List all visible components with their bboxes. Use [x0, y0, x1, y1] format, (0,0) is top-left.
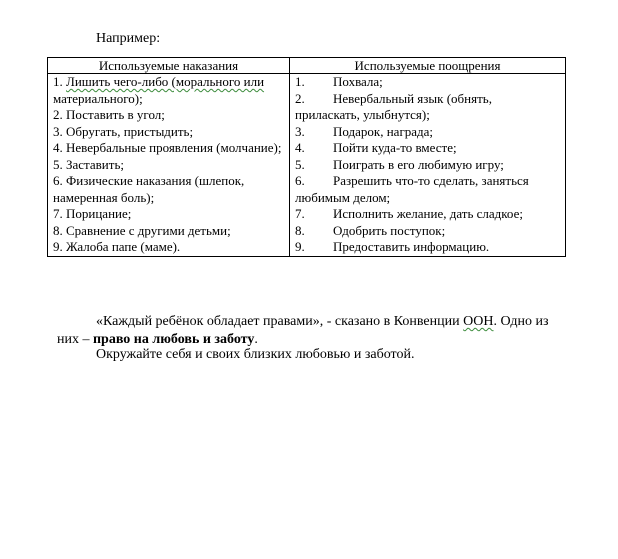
convention-paragraph: [57, 313, 567, 349]
intro-text: Например:: [96, 31, 161, 46]
header-punishments: Используемые наказания: [48, 58, 290, 74]
reward-number: 5.: [295, 156, 305, 172]
reward-text: Разрешить что-то сделать, заняться любимым делом;: [295, 173, 529, 205]
rewards-cell: [290, 74, 566, 257]
punishment-item: 5. Заставить;: [53, 156, 124, 172]
punishment-number: 1.: [53, 74, 66, 89]
closing-paragraph: Окружайте себя и своих близких любовью и заботой.: [96, 347, 415, 362]
reward-number: 9.: [295, 239, 305, 254]
table-body-row: [48, 74, 566, 257]
reward-item: [295, 124, 560, 141]
paragraph-text: .: [254, 332, 258, 347]
reward-item: [295, 206, 560, 223]
bold-right-text: право на любовь и заботу: [92, 332, 255, 347]
punishment-item: 2. Поставить в угол;: [53, 107, 165, 122]
reward-text: Исполнить желание, дать сладкое;: [333, 206, 523, 221]
punishment-item: 7. Порицание;: [53, 206, 132, 221]
punishment-item: 3. Обругать, пристыдить;: [53, 123, 194, 139]
paragraph-text: «Каждый ребёнок обладает правами», - сказано в Конвенции: [96, 314, 464, 329]
punishment-item: 8. Сравнение с другими детьми;: [53, 222, 231, 238]
reward-number: 6.: [295, 173, 305, 188]
reward-item: [295, 140, 560, 157]
punishment-item: 9. Жалоба папе (маме).: [53, 239, 181, 254]
reward-item: [295, 223, 560, 240]
reward-number: 8.: [295, 222, 305, 238]
reward-text: Одобрить поступок;: [333, 222, 446, 238]
paragraph-text: . Одно из них –: [57, 314, 549, 347]
table-header-row: [48, 58, 566, 74]
reward-item: [295, 239, 560, 256]
reward-number: 3.: [295, 123, 305, 139]
reward-text: Поиграть в его любимую игру;: [333, 156, 504, 172]
punishment-item: материального);: [53, 90, 143, 106]
reward-item: [295, 74, 560, 91]
oon-abbreviation: ООН: [463, 314, 494, 329]
punishment-item: 6. Физические наказания (шлепок, намеренная боль);: [53, 173, 245, 205]
punishment-item: 4. Невербальные проявления (молчание);: [53, 140, 282, 155]
reward-text: Похвала;: [333, 74, 383, 89]
punishments-cell: [48, 74, 290, 257]
reward-text: Предоставить информацию.: [333, 239, 490, 254]
reward-number: 7.: [295, 206, 305, 221]
punishment-text-spellcheck: Лишить чего-либо (морального или: [66, 74, 265, 89]
rewards-punishments-table: [47, 57, 566, 257]
reward-item: [295, 173, 560, 206]
reward-number: 1.: [295, 74, 305, 89]
reward-number: 2.: [295, 90, 305, 106]
reward-text: Подарок, награда;: [333, 123, 434, 139]
header-rewards: Используемые поощрения: [290, 58, 566, 74]
reward-text: Пойти куда-то вместе;: [333, 140, 457, 155]
punishment-item: [53, 74, 284, 91]
reward-item: [295, 91, 560, 124]
reward-number: 4.: [295, 140, 305, 155]
reward-text: Невербальный язык (обнять, приласкать, улыбнутся);: [295, 90, 492, 122]
reward-item: [295, 157, 560, 174]
